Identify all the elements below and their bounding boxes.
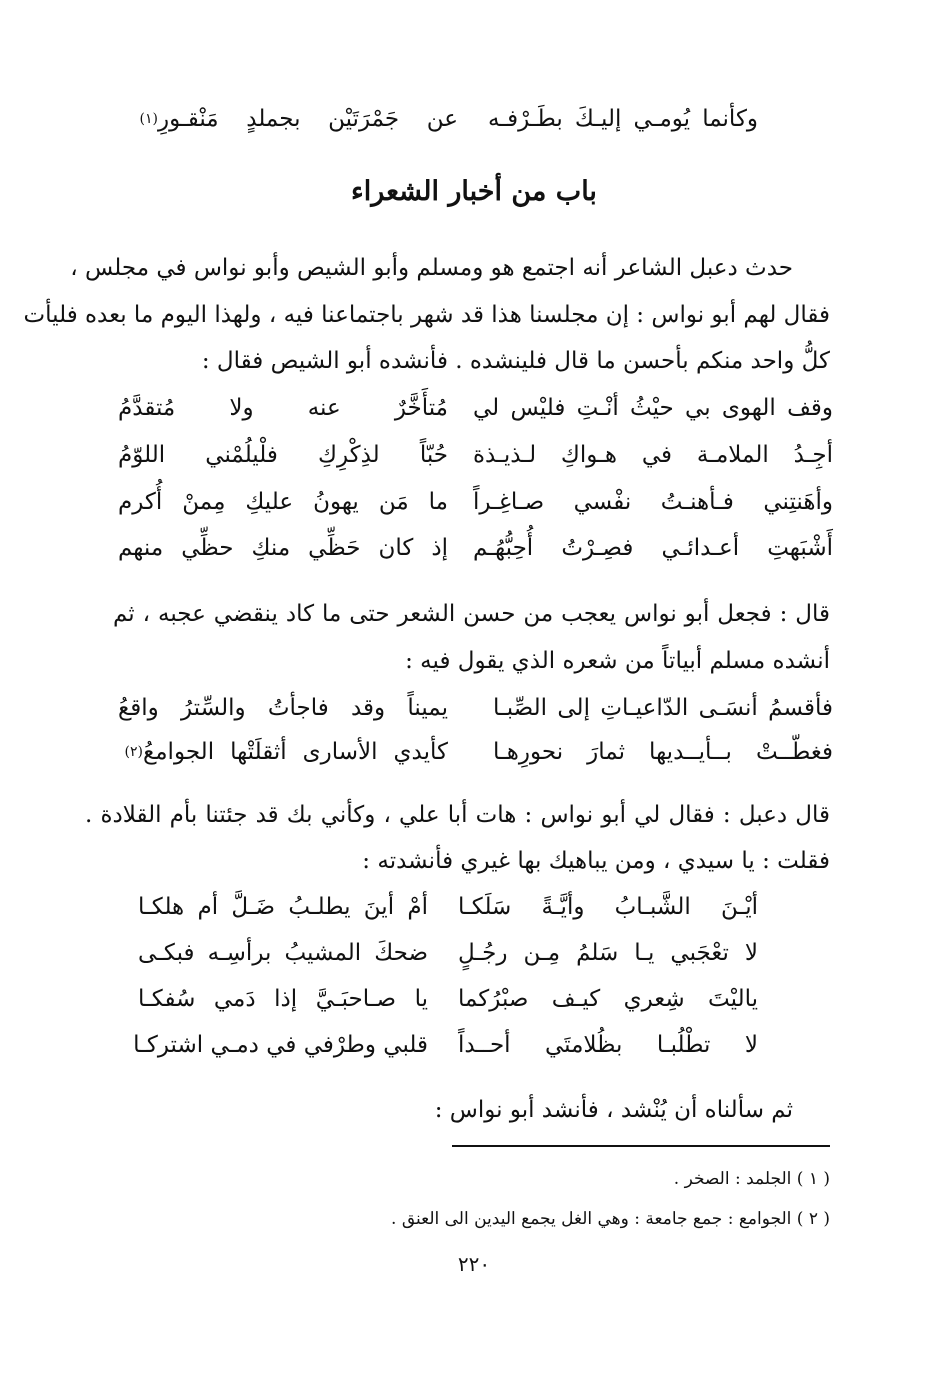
verse-hemistich-right: فأقسمُ أنسَـى الدّاعيـاتِ إلى الصِّبـا: [493, 695, 833, 721]
verse-hemistich-left: ضحكَ المشيبُ برأسِـه فبكـى: [138, 940, 428, 966]
paragraph-line: قال : فجعل أبو نواس يعجب من حسن الشعر حتى ما كاد ينقضي عجبه ، ثم: [113, 601, 830, 627]
verse-hemistich-left: مُتأَخَّرٌ عنه ولا مُتقدَّمُ: [118, 395, 448, 421]
verse-line: [138, 938, 758, 968]
verse-hemistich-right: لا تطْلُبـا بظُلامتَي أحــداً: [458, 1032, 758, 1058]
section-title: باب من أخبار الشعراء: [351, 176, 597, 207]
verse-hemistich-left: يا صـاحبَـيَّ إذا دَمي سُفكـا: [138, 986, 428, 1012]
page-number: ٢٢٠: [457, 1252, 491, 1276]
paragraph-line: كلُّ واحد منكم بأحسن ما قال فلينشده . فأنشده أبو الشيص فقال :: [201, 348, 830, 374]
verse-hemistich-right: وقف الهوى بي حيْثُ أنْـتِ فليْس لي: [473, 395, 833, 421]
footnote: ( ١ ) الجلمد : الصخر .: [673, 1169, 830, 1189]
verse-hemistich-right: وأهَنتِني فـأهنـتُ نفْسي صـاغِـراً: [473, 489, 833, 515]
verse-line: [118, 487, 833, 517]
verse-line: [118, 693, 833, 723]
verse-hemistich-right: أجِـدُ الملامـة في هـواكِ لـذيـذة: [473, 442, 833, 468]
verse-line: [133, 1030, 758, 1060]
footnote: ( ٢ ) الجوامع : جمع جامعة : وهي الغل يجمع اليدين الى العنق .: [391, 1209, 830, 1229]
verse-hemistich-left: عن جَمْرَتَيْن بجملدٍ مَنْقـورِ: [158, 106, 458, 132]
paragraph-line: ثم سألناه أن يُنْشد ، فأنشد أبو نواس :: [434, 1097, 793, 1123]
verse-hemistich-right: أَشْبَهتِ أعـدائـي فصِـرْتُ أُحِبُّهُـم: [473, 535, 833, 561]
verse-hemistich-right: ياليْتَ شِعري كيـف صبْرُكما: [458, 986, 758, 1012]
verse-hemistich-left: قلبي وطرْفي في دمـي اشتركـا: [133, 1032, 428, 1058]
verse-hemistich-right: فغطّــتْ بــأيــديها ثمارَ نحورِهـا: [493, 739, 833, 765]
verse-hemistich-left: ما مَن يهونُ عليكِ مِمنْ أُكرم: [118, 489, 448, 515]
verse-line: [125, 737, 833, 767]
verse-line: [138, 984, 758, 1014]
verse-hemistich-right: أيْـنَ الشَّبـابُ وأيَّـةً سَلَكـا: [458, 894, 758, 920]
footnote-divider: [452, 1145, 830, 1147]
verse-line: [138, 892, 758, 922]
paragraph-line: فقلت : يا سيدي ، ومن يباهيك بها غيري فأنشدته :: [362, 848, 830, 874]
paragraph-line: قال دعبل : فقال لي أبو نواس : هات أبا علي ، وكأني بك قد جئتنا بأم القلادة .: [85, 802, 830, 828]
verse-line: [140, 104, 758, 134]
verse-line: [118, 533, 833, 563]
verse-line: [118, 440, 833, 470]
verse-hemistich-right: لا تعْجَبي يـا سَلمُ مِـن رجُـلٍ: [458, 940, 758, 966]
verse-hemistich-left: أمْ أينَ يطلـبُ ضَـلَّ أم هلكـا: [138, 894, 428, 920]
verse-hemistich-left: إذ كان حَظِّي منكِ حظِّي منهم: [118, 535, 448, 561]
verse-hemistich-left: كأيدي الأسارى أثقلَتْها الجوامعُ: [143, 739, 448, 765]
footnote-mark: (١): [139, 111, 158, 127]
footnote-mark: (٢): [124, 744, 143, 760]
verse-hemistich-right: وكأنما يُومـي إليـكَ بطَـرْفـه: [488, 106, 758, 132]
paragraph-line: حدث دعبل الشاعر أنه اجتمع هو ومسلم وأبو الشيص وأبو نواس في مجلس ،: [70, 255, 793, 281]
paragraph-line: أنشده مسلم أبياتاً من شعره الذي يقول فيه :: [405, 648, 830, 674]
verse-hemistich-left: حُبّاً لذِكْرِكِ فلْيلُمْني اللوّمُ: [118, 442, 448, 468]
paragraph-line: فقال لهم أبو نواس : إن مجلسنا هذا قد شهر باجتماعنا فيه ، ولهذا اليوم ما بعده فليأت: [23, 302, 830, 328]
verse-line: [118, 393, 833, 423]
verse-hemistich-left: يميناً وقد فاجأتُ والسِّترُ واقعُ: [118, 695, 448, 721]
